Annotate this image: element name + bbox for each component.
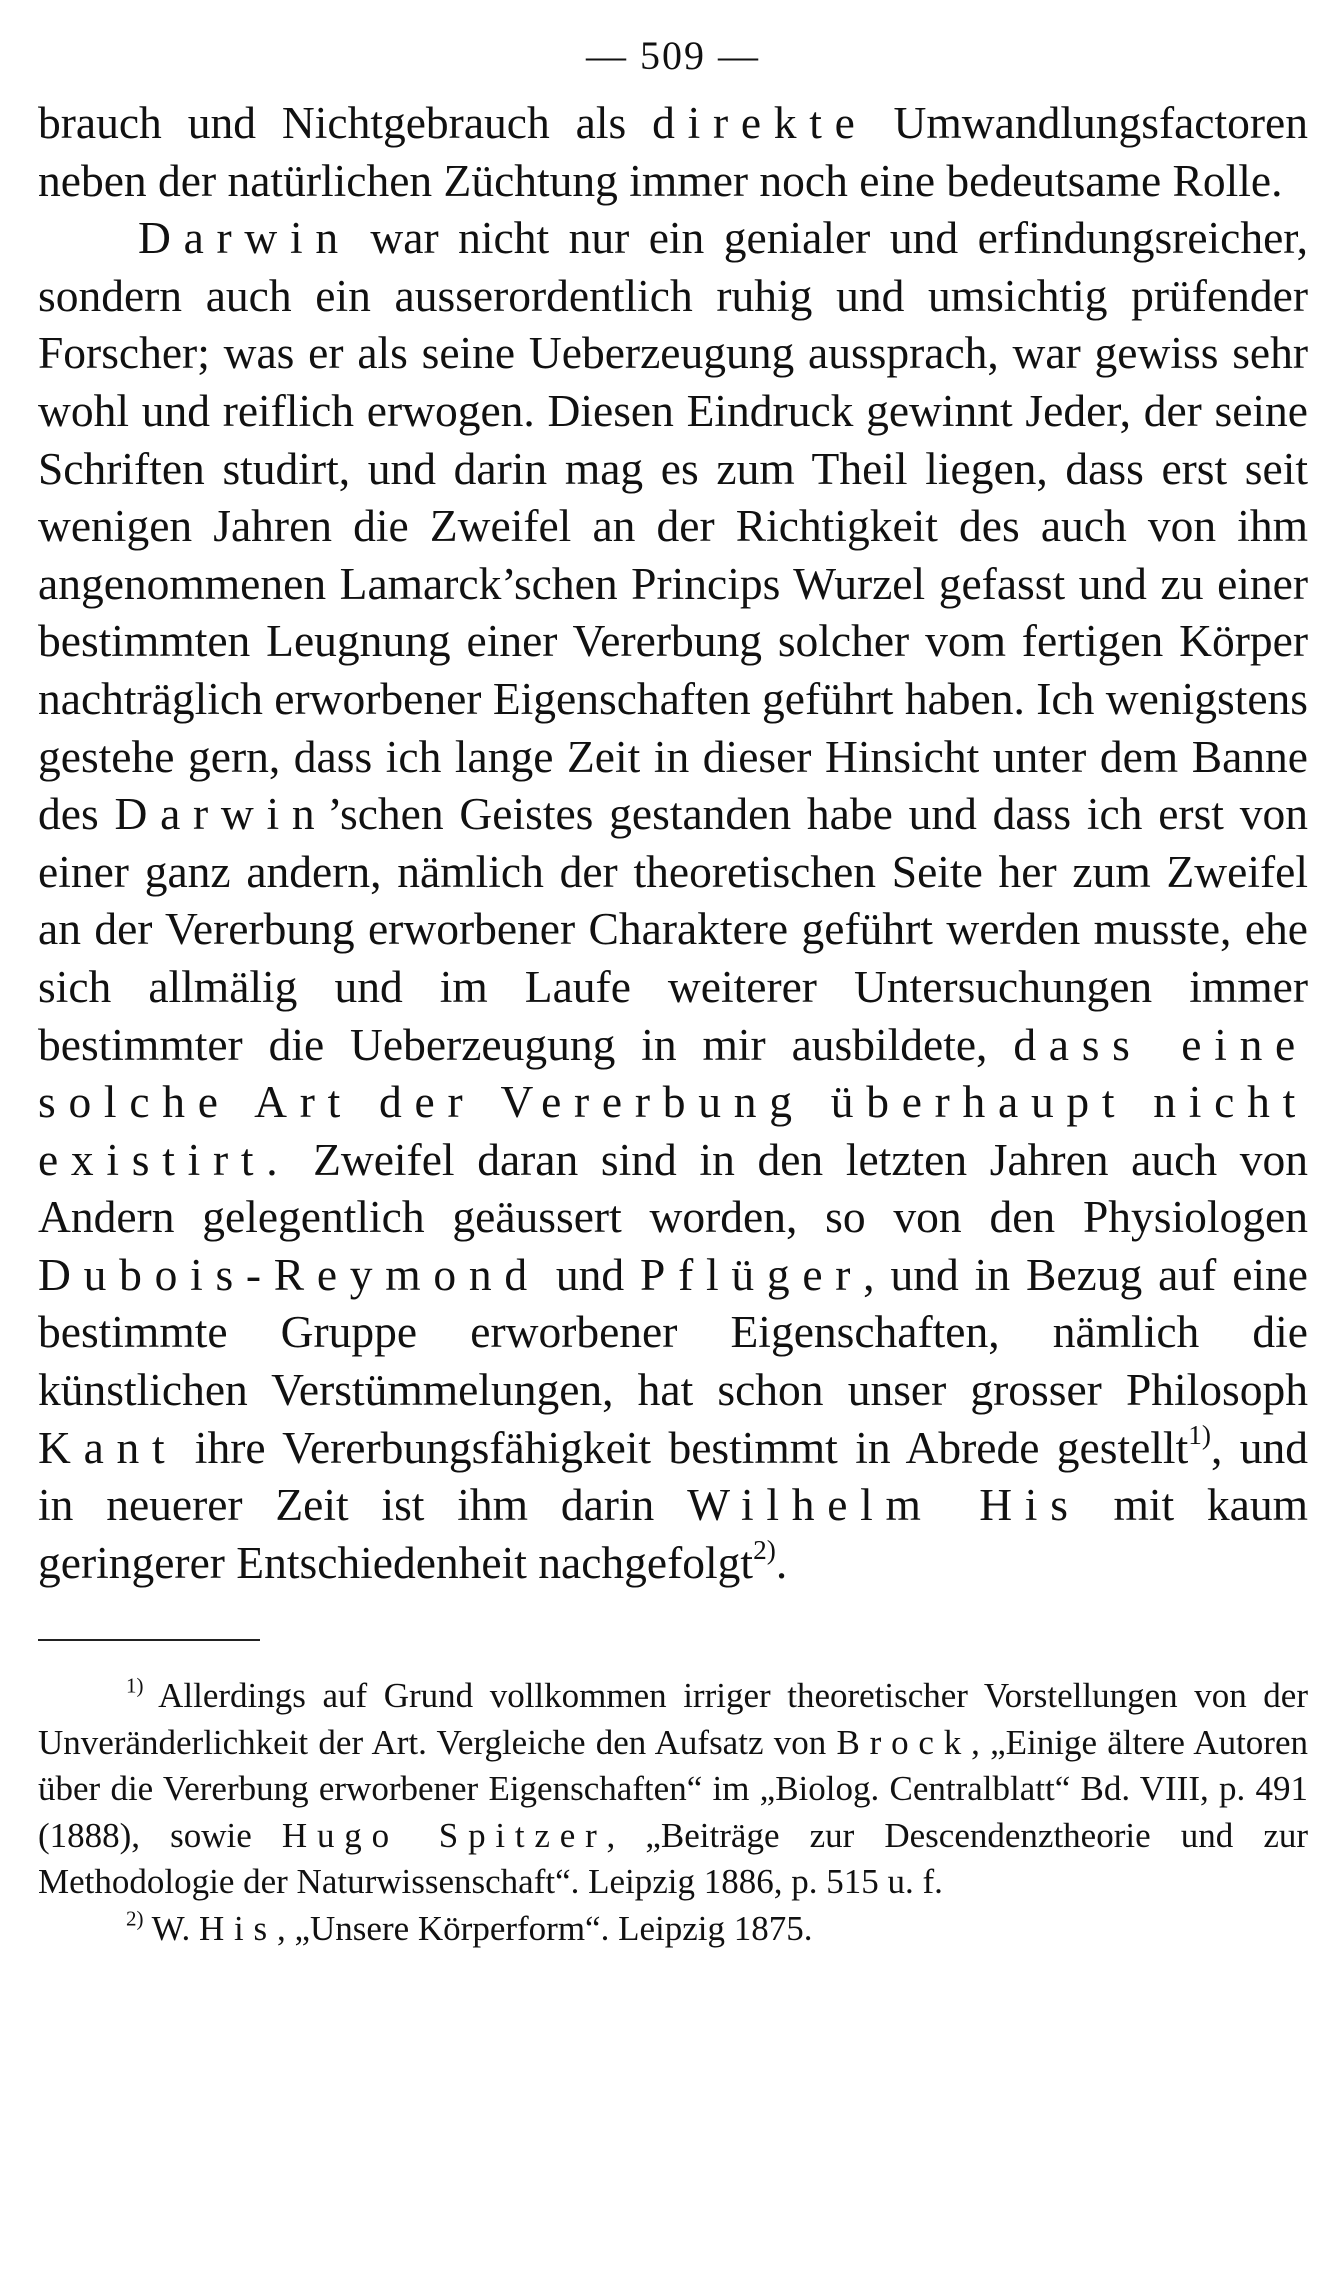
text-run: , „Einige ältere Autoren über die Vererbung erworbener Eigenschaften“ im „Biolog. Centralblatt“ Bd. VIII, p. 491 (1888), sowie: [38, 1722, 1308, 1855]
footnote-marker: 2): [753, 1534, 776, 1565]
paragraph: [38, 209, 1308, 1591]
emphasized-text: Hugo Spitzer: [281, 1815, 607, 1855]
text-run: , und in Bezug auf eine bestimmte Gruppe erworbener Eigenschaften, nämlich die künstlichen Verstümmelungen, hat schon unser grosser Philosoph: [38, 1248, 1309, 1416]
paragraph: [38, 94, 1308, 209]
text-run: , „Beiträge zur Descendenztheorie und zur Methodologie der Naturwissenschaft“. Leipzig 1886, p. 515 u. f.: [38, 1815, 1309, 1902]
page-number: — 509 —: [586, 33, 760, 78]
emphasized-text: Kant: [38, 1421, 178, 1473]
text-run: mit kaum geringerer Entschiedenheit nachgefolgt: [38, 1479, 1308, 1588]
book-page: [38, 28, 1308, 2258]
emphasized-text: direkte: [652, 97, 868, 148]
text-run: und: [539, 1248, 641, 1300]
footnote: [38, 1906, 1308, 1953]
text-run: war nicht nur ein genialer und erfindungsreicher, sondern auch ein ausserordentlich ruhig und umsichtig prüfender Forscher; was er als seine Ueberzeugung aussprach, war gewiss sehr wohl und reiflich erwogen. Diesen Eindruck gewinnt Jeder, der seine Schriften studirt, und darin mag es zum Theil liegen, dass erst seit wenigen Jahren die Zweifel an der Richtigkeit des auch von ihm angenommenen Lamarck’schen Princips Wurzel gefasst und zu einer bestimmten Leugnung einer Vererbung solcher vom fertigen Körper nachträglich erworbener Eigenschaften geführt haben. Ich wenigstens gestehe gern, dass ich lange Zeit in dieser Hinsicht unter dem Banne des: [38, 212, 1308, 840]
footnote-marker: 1): [1188, 1419, 1211, 1450]
emphasized-text: Brock: [836, 1722, 972, 1762]
text-run: ihre Vererbungsfähigkeit bestimmt in Abrede gestellt: [177, 1421, 1189, 1473]
text-run: , „Unsere Körperform“. Leipzig 1875.: [276, 1908, 813, 1948]
footnote-marker: 1): [126, 1673, 144, 1698]
emphasized-text: Wilhelm His: [687, 1479, 1081, 1531]
emphasized-text: dass eine solche Art der Vererbung überhaupt nicht existirt.: [38, 1018, 1308, 1185]
text-run: .: [775, 1536, 788, 1588]
emphasized-text: Darwin: [114, 788, 328, 840]
footnotes: [38, 1673, 1308, 1952]
footnote: [38, 1673, 1308, 1906]
text-run: W.: [143, 1908, 199, 1948]
emphasized-text: His: [198, 1908, 277, 1948]
emphasized-text: Dubois-Reymond: [38, 1248, 540, 1300]
text-run: Zweifel daran sind in den letzten Jahren auch von Andern gelegentlich geäussert worden, so von den Physiologen: [38, 1133, 1308, 1243]
emphasized-text: Pflüger: [640, 1248, 864, 1300]
footnote-marker: 2): [126, 1906, 144, 1931]
text-run: Umwandlungsfactoren neben der natürlichen Züchtung immer noch eine bedeutsame Rolle.: [38, 97, 1308, 206]
text-run: brauch und Nichtgebrauch als: [38, 97, 653, 148]
text-run: , und in neuerer Zeit ist ihm darin: [38, 1421, 1308, 1531]
footnote-rule: [38, 1639, 260, 1641]
text-run: ’schen Geistes gestanden habe und dass ich erst von einer ganz andern, nämlich der theoretischen Seite her zum Zweifel an der Vererbung erworbener Charaktere geführt werden musste, ehe sich allmälig und im Laufe weiterer Untersuchungen immer bestimmter die Ueberzeugung in mir ausbildete,: [38, 788, 1308, 1070]
emphasized-text: Darwin: [138, 212, 351, 264]
text-run: Allerdings auf Grund vollkommen irriger theoretischer Vorstellungen von der Unveränderlichkeit der Art. Vergleiche den Aufsatz von: [38, 1676, 1308, 1762]
body-text: [38, 94, 1308, 1591]
